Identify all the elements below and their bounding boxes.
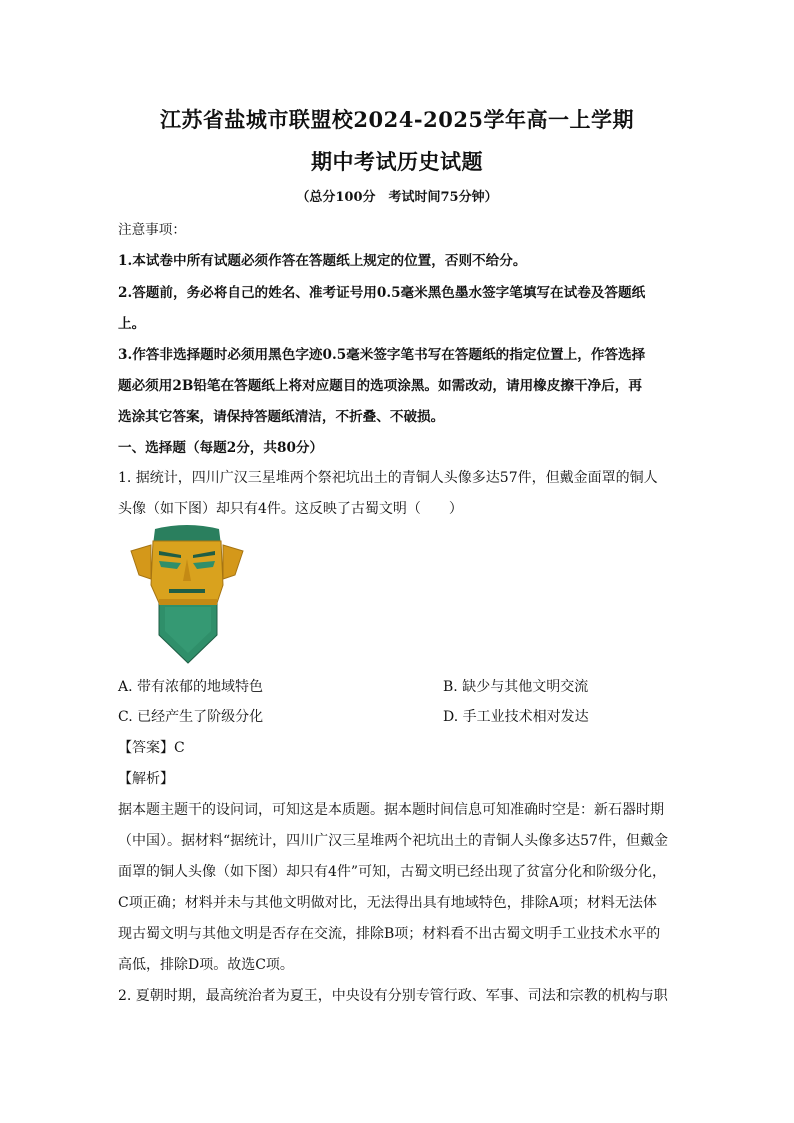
question1-analysis-line2: （中国）。据材料“据统计，四川广汉三星堆两个祀坑出土的青铜人头像多达57件，但戴金 [118,833,668,849]
question1-stem-line1: 1. 据统计，四川广汉三星堆两个祭祀坑出土的青铜人头像多达57件，但戴金面罩的铜人 [118,470,658,486]
question2-stem-line1: 2. 夏朝时期，最高统治者为夏王，中央设有分别专管行政、军事、司法和宗教的机构与职 [118,988,668,1004]
exam-subtitle: （总分100分 考试时间75分钟） [296,190,498,205]
section-heading: 一、选择题（每题2分，共80分） [118,440,324,456]
question1-analysis-line6: 高低，排除D项。故选C项。 [118,957,294,973]
notice-item-3-line2: 题必须用2B铅笔在答题纸上将对应题目的选项涂黑。如需改动，请用橡皮擦干净后，再 [118,378,642,394]
question1-option-c: C. 已经产生了阶级分化 [118,709,264,725]
notice-item-1: 1.本试卷中所有试题必须作答在答题纸上规定的位置，否则不给分。 [118,253,527,269]
notice-item-2-line1: 2.答题前，务必将自己的姓名、准考证号用0.5毫米黑色墨水签字笔填写在试卷及答题纸 [118,285,646,301]
notice-heading: 注意事项： [118,222,186,238]
exam-title-line1: 江苏省盐城市联盟校2024-2025学年高一上学期 [159,107,635,132]
notice-item-3-line1: 3.作答非选择题时必须用黑色字迹0.5毫米签字笔书写在答题纸的指定位置上，作答选择 [118,347,646,363]
notice-item-3-line3: 选涂其它答案，请保持答题纸清洁，不折叠、不破损。 [118,409,445,425]
question1-analysis-line5: 现古蜀文明与其他文明是否存在交流，排除B项；材料看不出古蜀文明手工业技术水平的 [118,926,661,942]
question1-option-b: B. 缺少与其他文明交流 [443,679,589,695]
question1-analysis-heading: 【解析】 [118,771,174,787]
question1-analysis-line4: C项正确；材料并未与其他文明做对比，无法得出具有地域特色，排除A项；材料无法体 [118,895,657,911]
question1-analysis-line1: 据本题主题干的设问词，可知这是本质题。据本题时间信息可知准确时空是：新石器时期 [118,802,664,818]
question1-option-a: A. 带有浓郁的地域特色 [118,679,264,695]
question1-answer: 【答案】C [118,740,185,756]
question1-option-d: D. 手工业技术相对发达 [443,709,589,725]
question1-analysis-line3: 面罩的铜人头像（如下图）却只有4件”可知，古蜀文明已经出现了贫富分化和阶级分化， [118,864,667,880]
question1-stem-line2: 头像（如下图）却只有4件。这反映了古蜀文明（ ） [118,501,463,517]
exam-title-line2: 期中考试历史试题 [311,149,483,174]
bronze-head-gold-mask-icon [125,523,247,665]
notice-item-2-line2: 上。 [118,316,146,332]
